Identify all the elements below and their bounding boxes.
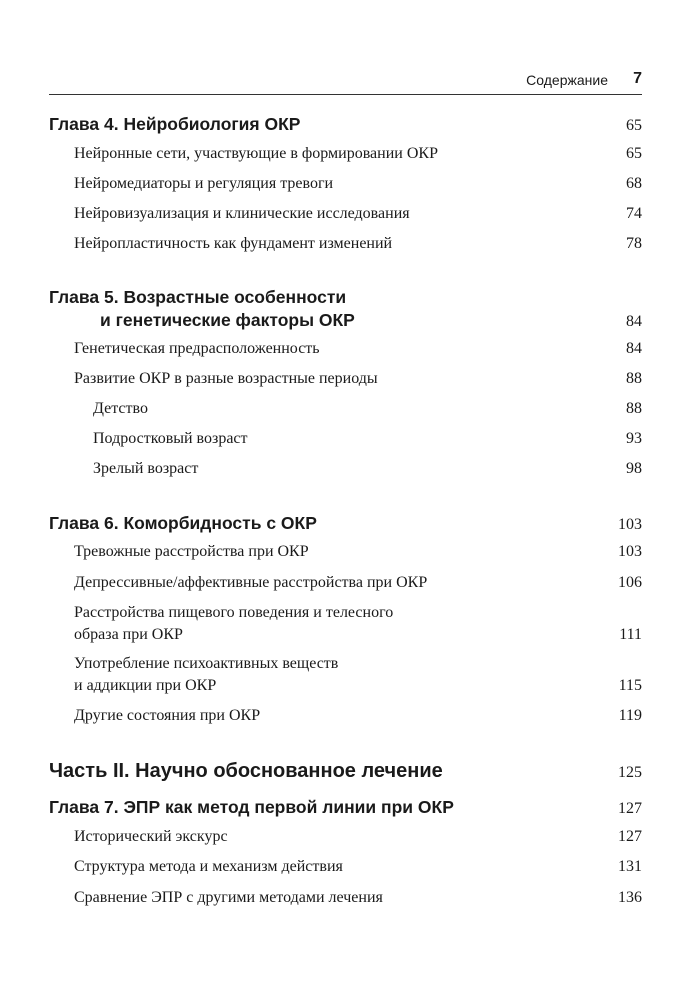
page-number: 125: [618, 764, 642, 781]
page-number: 78: [626, 235, 642, 252]
page-number: 119: [618, 707, 642, 724]
page-number: 88: [626, 400, 642, 417]
entry-title: Нейромедиаторы и регуляция тревоги: [74, 175, 334, 192]
toc-entry[interactable]: [0, 340, 642, 358]
entry-title: Депрессивные/аффективные расстройства при ОКР: [74, 574, 428, 591]
page-number: 65: [626, 117, 642, 134]
toc-entry-line2[interactable]: [0, 677, 642, 695]
toc-chapter-7[interactable]: [0, 797, 642, 818]
chapter-title-continued: и генетические факторы ОКР: [100, 310, 355, 330]
toc-entry[interactable]: [0, 235, 642, 253]
toc-entry[interactable]: [0, 175, 642, 193]
subentry-title: Детство: [93, 400, 148, 417]
chapter-title: Глава 4. Нейробиология ОКР: [49, 114, 301, 134]
toc-entry[interactable]: [0, 543, 642, 561]
page-number: 103: [618, 543, 642, 560]
entry-title: Тревожные расстройства при ОКР: [74, 543, 309, 560]
header-page-number: 7: [633, 70, 642, 87]
toc-entry[interactable]: [0, 707, 642, 725]
page-number: 127: [618, 828, 642, 845]
chapter-title: Глава 7. ЭПР как метод первой линии при ОКР: [49, 797, 454, 817]
entry-title: Нейронные сети, участвующие в формировании ОКР: [74, 145, 438, 162]
entry-title: Структура метода и механизм действия: [74, 858, 343, 875]
page-number: 93: [626, 430, 642, 447]
toc-entry[interactable]: [0, 370, 642, 388]
page-number: 74: [626, 205, 642, 222]
entry-title: Генетическая предрасположенность: [74, 340, 320, 357]
toc-part-2[interactable]: [0, 760, 642, 783]
page-number: 106: [618, 574, 642, 591]
entry-title: Расстройства пищевого поведения и телесного: [74, 604, 394, 621]
page-number: 84: [626, 313, 642, 330]
toc-subentry[interactable]: [0, 400, 642, 418]
page-number: 84: [626, 340, 642, 357]
entry-title: Развитие ОКР в разные возрастные периоды: [74, 370, 378, 387]
toc-entry-line2[interactable]: [0, 626, 642, 644]
toc-entry[interactable]: [0, 574, 642, 592]
toc-chapter-4[interactable]: [0, 114, 642, 135]
toc-chapter-5-line1[interactable]: [0, 287, 642, 308]
page-number: 103: [618, 516, 642, 533]
toc-chapter-5-line2[interactable]: [0, 310, 642, 331]
toc-entry[interactable]: [0, 205, 642, 223]
toc-entry-line1[interactable]: [0, 604, 642, 622]
chapter-title: Глава 5. Возрастные особенности: [49, 287, 347, 307]
entry-title: Другие состояния при ОКР: [74, 707, 261, 724]
page-number: 127: [618, 800, 642, 817]
entry-title-continued: и аддикции при ОКР: [74, 677, 217, 694]
toc-entry[interactable]: [0, 889, 642, 907]
toc-entry[interactable]: [0, 858, 642, 876]
running-header: [49, 70, 642, 95]
toc-entry[interactable]: [0, 828, 642, 846]
header-title: Содержание: [526, 72, 608, 88]
page-number: 98: [626, 460, 642, 477]
page-number: 68: [626, 175, 642, 192]
entry-title: Сравнение ЭПР с другими методами лечения: [74, 889, 383, 906]
entry-title: Исторический экскурс: [74, 828, 228, 845]
entry-title-continued: образа при ОКР: [74, 626, 183, 643]
entry-title: Нейровизуализация и клинические исследования: [74, 205, 410, 222]
subentry-title: Зрелый возраст: [93, 460, 199, 477]
entry-title: Употребление психоактивных веществ: [74, 655, 339, 672]
toc-subentry[interactable]: [0, 430, 642, 448]
page-number: 136: [618, 889, 642, 906]
page-number: 115: [618, 677, 642, 694]
page-number: 88: [626, 370, 642, 387]
toc-chapter-6[interactable]: [0, 513, 642, 534]
toc-subentry[interactable]: [0, 460, 642, 478]
page-number: 65: [626, 145, 642, 162]
entry-title: Нейропластичность как фундамент изменений: [74, 235, 393, 252]
subentry-title: Подростковый возраст: [93, 430, 248, 447]
page-number: 111: [619, 626, 642, 643]
chapter-title: Глава 6. Коморбидность с ОКР: [49, 513, 317, 533]
page-number: 131: [618, 858, 642, 875]
toc-entry-line1[interactable]: [0, 655, 642, 673]
toc-entry[interactable]: [0, 145, 642, 163]
part-title: Часть II. Научно обоснованное лечение: [49, 760, 443, 782]
